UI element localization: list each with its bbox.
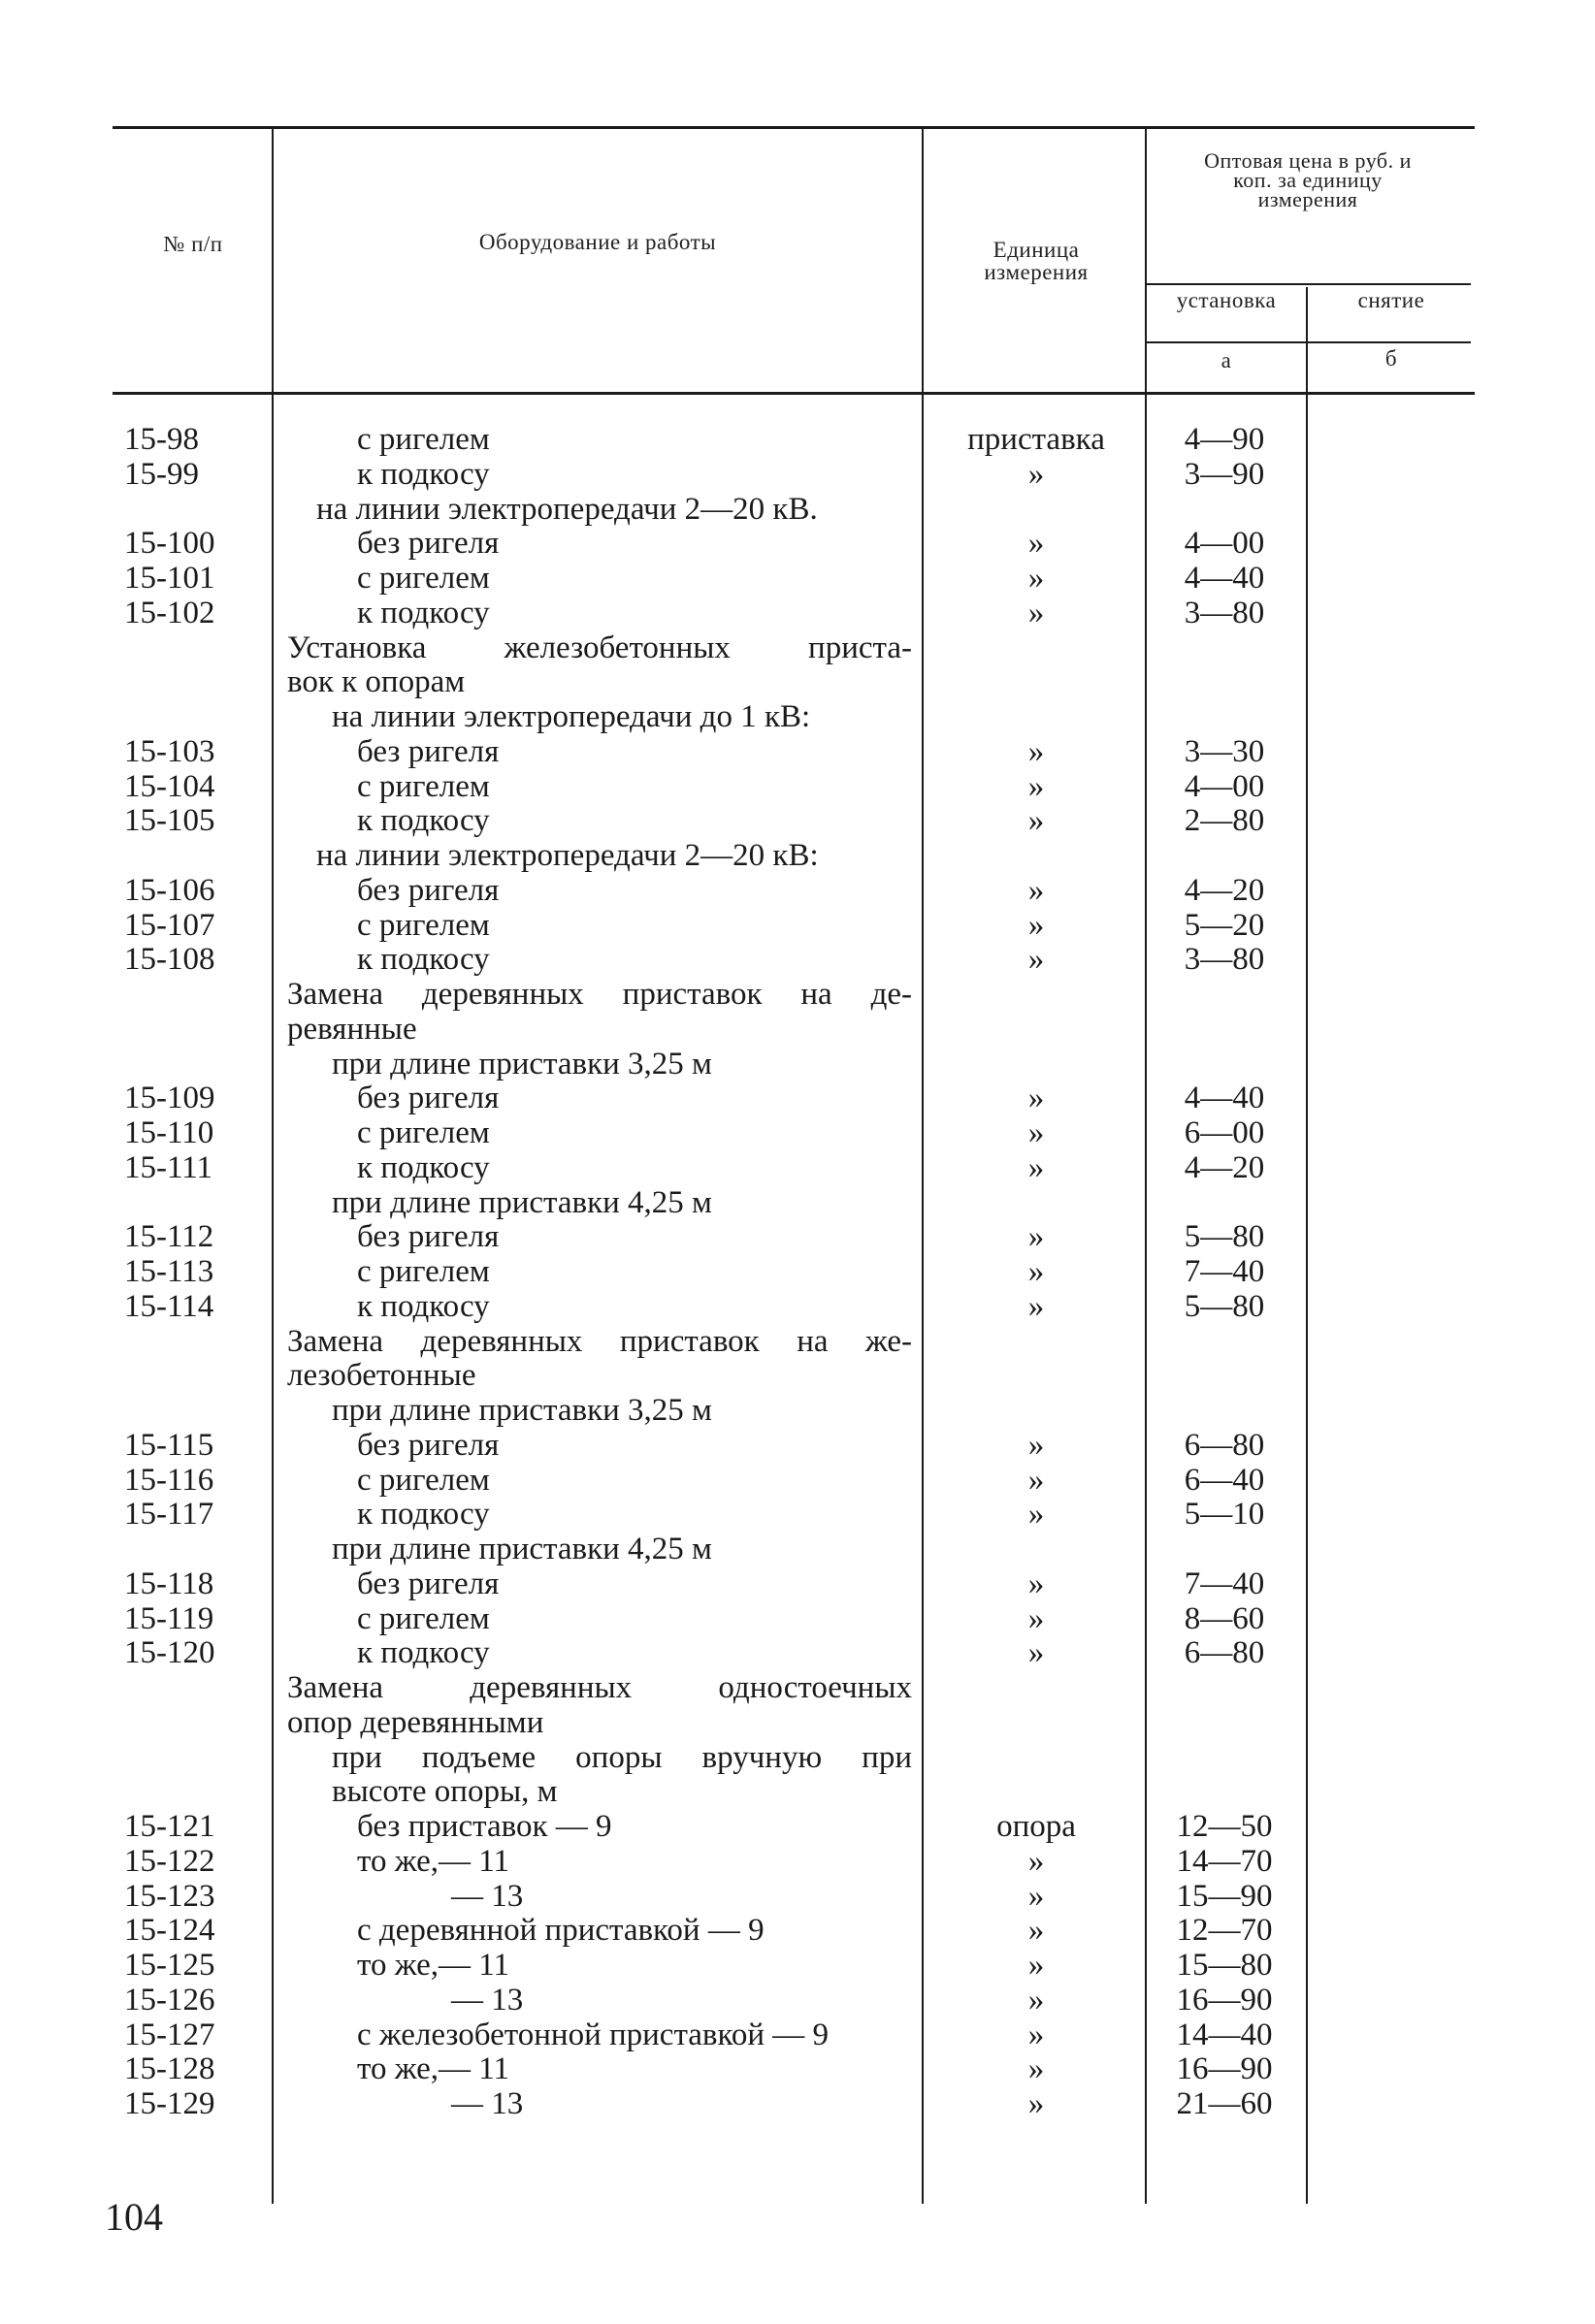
row-number: 15-104 [124,768,215,804]
table-row [0,2017,1595,2052]
row-description: с ригелем [357,1462,490,1498]
row-unit: » [1027,1115,1045,1150]
row-unit: опора [996,1809,1076,1844]
row-unit: приставка [967,422,1105,457]
row-unit: » [1027,907,1045,943]
row-price-install: 14—40 [1176,2017,1273,2052]
table-row [0,734,1595,769]
table-row [0,492,1595,527]
row-unit: » [1027,526,1045,562]
table-row [0,1081,1595,1115]
table-row [0,457,1595,492]
table-row [0,1115,1595,1150]
row-description: то же,— 11 [357,2051,510,2087]
row-number: 15-119 [124,1600,214,1636]
table-row [0,977,1595,1012]
table-row [0,596,1595,630]
row-description: при длине приставки 3,25 м [332,1393,712,1428]
row-description: с ригелем [357,907,490,943]
row-description: — 13 [451,1878,524,1914]
row-unit: » [1027,1565,1045,1601]
row-number: 15-117 [124,1497,214,1533]
table-row [0,1601,1595,1636]
row-unit: » [1027,1462,1045,1498]
row-price-install: 5—80 [1184,1219,1265,1255]
table-row [0,1219,1595,1254]
row-price-install: 7—40 [1184,1254,1265,1289]
row-description: к подкосу [357,1149,490,1185]
row-price-install: 15—90 [1176,1878,1273,1914]
row-description: при длине приставки 4,25 м [332,1532,712,1566]
table-row [0,699,1595,734]
row-description: ревянные [287,1011,417,1047]
table-row [0,1324,1595,1359]
row-description: к подкосу [357,1497,490,1533]
row-description: опор деревянными [287,1704,544,1740]
table-row [0,1983,1595,2017]
row-unit: » [1027,595,1045,630]
row-unit: » [1027,872,1045,908]
row-number: 15-111 [124,1149,213,1185]
table-row [0,1358,1595,1393]
row-price-install: 5—80 [1184,1288,1265,1324]
row-number: 15-115 [124,1427,214,1463]
row-unit: » [1027,1149,1045,1185]
row-unit: » [1027,733,1045,769]
table-row [0,908,1595,943]
table-row [0,630,1595,665]
row-description: без ригеля [357,1081,500,1116]
table-row [0,526,1595,561]
price-subheader-rule [1147,283,1471,285]
price-key-rule [1147,341,1471,343]
table-row [0,838,1595,873]
row-unit: » [1027,2086,1045,2121]
row-number: 15-120 [124,1635,215,1671]
row-description: на линии электропередачи до 1 кВ: [332,699,811,734]
table-row [0,1463,1595,1498]
table-row [0,561,1595,596]
row-description: с ригелем [357,1254,490,1289]
row-unit: » [1027,1913,1045,1949]
row-description: к подкосу [357,803,490,839]
row-price-install: 4—00 [1184,768,1265,804]
page-number: 104 [105,2195,163,2239]
row-description: Установка железобетонных приста- [287,629,912,665]
row-description: Замена деревянных одностоечных [287,1670,912,1705]
table-row [0,664,1595,699]
row-price-install: 4—40 [1184,1081,1265,1116]
table-row [0,769,1595,804]
table-row [0,1809,1595,1844]
row-description: лезобетонные [287,1358,476,1394]
row-description: к подкосу [357,1635,490,1671]
table-row [0,1740,1595,1775]
header-price: Оптовая цена в руб. и коп. за единицу измерения [1204,148,1412,212]
row-price-install: 6—80 [1184,1635,1265,1671]
header-remove: снятие [1357,288,1425,312]
row-price-install: 4—00 [1184,526,1265,562]
row-price-install: 8—60 [1184,1600,1265,1636]
row-price-install: 16—90 [1176,2051,1273,2087]
row-price-install: 5—20 [1184,907,1265,943]
row-number: 15-107 [124,907,215,943]
row-unit: » [1027,1843,1045,1879]
row-description: без ригеля [357,1427,500,1463]
row-price-install: 3—90 [1184,456,1265,492]
row-price-install: 4—20 [1184,1149,1265,1185]
row-description: с железобетонной приставкой — 9 [357,2017,830,2052]
row-unit: » [1027,1081,1045,1116]
row-description: то же,— 11 [357,1843,510,1879]
row-number: 15-123 [124,1878,215,1914]
row-price-install: 6—80 [1184,1427,1265,1463]
table-row [0,1948,1595,1983]
row-number: 15-113 [124,1254,214,1289]
row-description: с ригелем [357,561,490,596]
row-number: 15-114 [124,1288,214,1324]
row-price-install: 3—80 [1184,942,1265,978]
row-description: Замена деревянных приставок на же- [287,1323,912,1359]
table-row [0,1879,1595,1914]
row-number: 15-100 [124,526,215,562]
row-number: 15-129 [124,2086,215,2121]
header-install: установка [1176,288,1277,312]
row-unit: » [1027,2017,1045,2052]
row-description: — 13 [451,2086,524,2121]
row-price-install: 12—50 [1176,1809,1273,1844]
row-unit: » [1027,2051,1045,2087]
row-price-install: 4—20 [1184,872,1265,908]
table-row [0,1774,1595,1809]
row-description: с деревянной приставкой — 9 [357,1913,765,1949]
table-row [0,1428,1595,1463]
row-price-install: 5—10 [1184,1497,1265,1533]
table-row [0,1670,1595,1705]
row-unit: » [1027,1878,1045,1914]
table-row [0,1254,1595,1289]
table-row [0,1566,1595,1601]
row-description: без ригеля [357,1219,500,1255]
row-price-install: 14—70 [1176,1843,1273,1879]
row-number: 15-105 [124,803,215,839]
table-top-rule [113,126,1475,129]
header-remove-key: б [1384,346,1398,371]
row-unit: » [1027,1254,1045,1289]
table-row [0,1289,1595,1324]
header-description: Оборудование и работы [478,230,717,254]
row-unit: » [1027,561,1045,596]
row-number: 15-98 [124,422,199,457]
row-description: высоте опоры, м [332,1774,558,1810]
table-row [0,1047,1595,1081]
row-unit: » [1027,1219,1045,1255]
row-unit: » [1027,456,1045,492]
row-number: 15-109 [124,1081,215,1116]
row-description: без ригеля [357,872,500,908]
header-unit: Единица измерения [984,238,1089,284]
row-number: 15-106 [124,872,215,908]
table-row [0,1012,1595,1047]
row-unit: » [1027,1288,1045,1324]
row-number: 15-102 [124,595,215,630]
row-price-install: 4—40 [1184,561,1265,596]
row-unit: » [1027,768,1045,804]
row-unit: » [1027,1497,1045,1533]
row-description: без ригеля [357,1565,500,1601]
row-price-install: 2—80 [1184,803,1265,839]
row-number: 15-128 [124,2051,215,2087]
row-description: с ригелем [357,422,490,457]
row-description: на линии электропередачи 2—20 кВ. [316,491,818,527]
row-description: на линии электропередачи 2—20 кВ: [316,838,819,873]
table-row [0,1185,1595,1220]
row-price-install: 15—80 [1176,1948,1273,1983]
row-price-install: 12—70 [1176,1913,1273,1949]
table-row [0,942,1595,977]
table-row [0,2051,1595,2086]
table-row [0,422,1595,457]
row-price-install: 21—60 [1176,2086,1273,2121]
row-description: то же,— 11 [357,1948,510,1983]
row-unit: » [1027,803,1045,839]
row-description: без приставок — 9 [357,1809,612,1844]
header-num: № п/п [163,232,223,256]
header-install-key: а [1221,348,1232,372]
row-unit: » [1027,942,1045,978]
row-description: без ригеля [357,733,500,769]
table-row [0,1913,1595,1948]
row-number: 15-112 [124,1219,214,1255]
row-description: при подъеме опоры вручную при [332,1739,912,1775]
row-description: с ригелем [357,1115,490,1150]
row-number: 15-99 [124,456,199,492]
row-description: к подкосу [357,595,490,630]
row-price-install: 3—80 [1184,595,1265,630]
row-number: 15-110 [124,1115,214,1150]
row-description: Замена деревянных приставок на де- [287,977,912,1012]
row-number: 15-127 [124,2017,215,2052]
table-row [0,1635,1595,1670]
table-row [0,1844,1595,1879]
row-description: к подкосу [357,456,490,492]
row-description: без ригеля [357,526,500,562]
row-description: с ригелем [357,768,490,804]
table-row [0,1150,1595,1185]
table-row [0,2086,1595,2121]
row-price-install: 16—90 [1176,1982,1273,2017]
row-price-install: 7—40 [1184,1565,1265,1601]
row-number: 15-122 [124,1843,215,1879]
table-row [0,1532,1595,1566]
row-number: 15-101 [124,561,215,596]
row-unit: » [1027,1948,1045,1983]
table-row [0,1497,1595,1532]
row-number: 15-126 [124,1982,215,2017]
row-price-install: 6—00 [1184,1115,1265,1150]
row-description: при длине приставки 3,25 м [332,1046,712,1081]
row-description: к подкосу [357,942,490,978]
row-price-install: 4—90 [1184,422,1265,457]
row-description: — 13 [451,1982,524,2017]
table-row [0,803,1595,838]
row-number: 15-121 [124,1809,215,1844]
row-unit: » [1027,1600,1045,1636]
table-row [0,873,1595,908]
row-number: 15-125 [124,1948,215,1983]
table-row [0,1393,1595,1428]
row-description: вок к опорам [287,664,466,700]
row-unit: » [1027,1427,1045,1463]
table-row [0,1705,1595,1740]
row-description: при длине приставки 4,25 м [332,1184,712,1220]
row-price-install: 3—30 [1184,733,1265,769]
row-description: к подкосу [357,1288,490,1324]
row-number: 15-124 [124,1913,215,1949]
row-price-install: 6—40 [1184,1462,1265,1498]
row-number: 15-116 [124,1462,214,1498]
row-description: с ригелем [357,1600,490,1636]
row-unit: » [1027,1635,1045,1671]
row-number: 15-108 [124,942,215,978]
row-unit: » [1027,1982,1045,2017]
row-number: 15-103 [124,733,215,769]
header-bottom-rule [113,392,1475,395]
row-number: 15-118 [124,1565,214,1601]
